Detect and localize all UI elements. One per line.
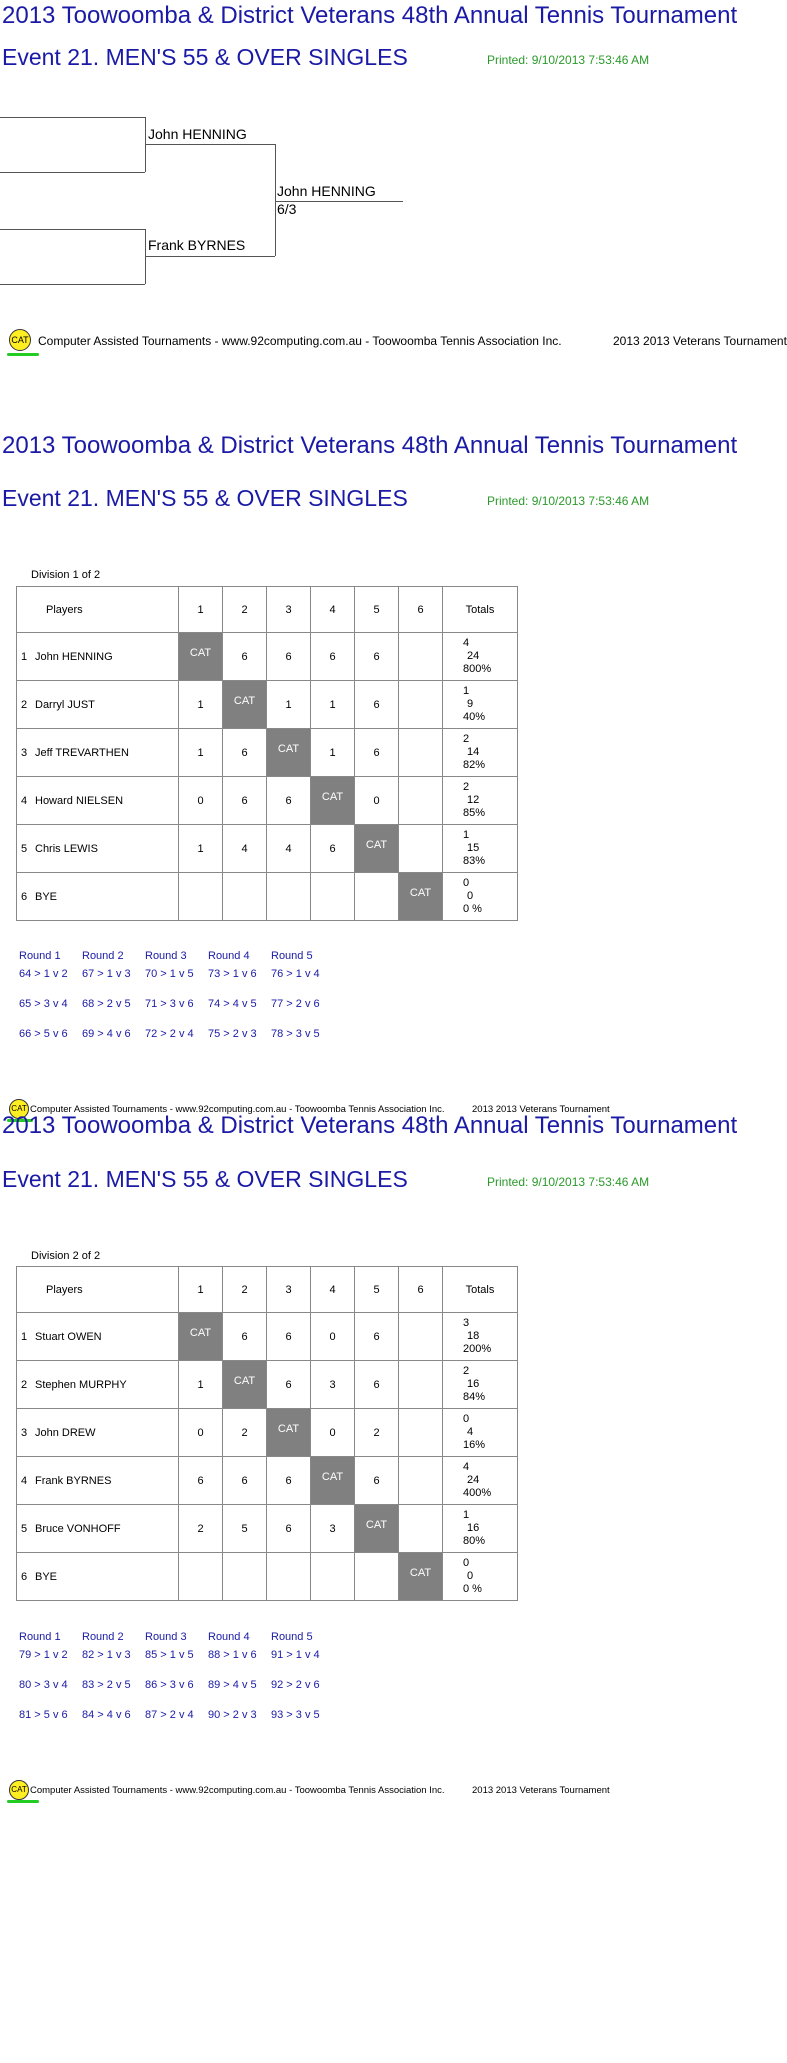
page-2-event-title: Event 21. MEN'S 55 & OVER SINGLES (2, 485, 408, 511)
totals-wins: 3 (463, 1317, 470, 1329)
totals-cell (443, 777, 518, 825)
totals-games: 9 (467, 698, 474, 710)
totals-cell (443, 1313, 518, 1361)
table-row (17, 1505, 518, 1553)
totals-games: 12 (467, 794, 480, 806)
round-label: Round 1 (19, 1631, 61, 1643)
player-name: John HENNING (35, 650, 113, 663)
self-match-cell: CAT (399, 1553, 443, 1601)
totals-games: 16 (467, 1522, 480, 1534)
table-row (17, 1313, 518, 1361)
column-header: 6 (399, 587, 443, 633)
totals-games: 18 (467, 1330, 480, 1342)
bracket-final-winner: John HENNING (277, 183, 376, 199)
score-cell: 6 (355, 681, 399, 729)
page-2-printed-date: Printed: 9/10/2013 7:53:46 AM (487, 494, 650, 508)
totals-wins: 0 (463, 1413, 470, 1425)
player-number: 6 (21, 890, 28, 903)
player-number: 1 (21, 650, 28, 663)
totals-percent: 400% (463, 1487, 492, 1499)
score-cell: 6 (355, 1457, 399, 1505)
totals-wins: 1 (463, 829, 470, 841)
round-match: 68 > 2 v 5 (82, 998, 131, 1010)
player-number: 3 (21, 1426, 28, 1439)
round-match: 78 > 3 v 5 (271, 1028, 320, 1040)
totals-wins: 1 (463, 685, 470, 697)
division-2-table (16, 1266, 518, 1601)
score-cell: 1 (179, 729, 223, 777)
score-cell: 6 (223, 1313, 267, 1361)
score-cell: 6 (311, 633, 355, 681)
cat-logo-icon: CAT (9, 1099, 29, 1119)
table-row (17, 777, 518, 825)
totals-percent: 0 % (463, 903, 482, 915)
totals-cell (443, 1457, 518, 1505)
round-match: 92 > 2 v 6 (271, 1679, 320, 1691)
column-header: 3 (267, 587, 311, 633)
page-1-title: 2013 Toowoomba & District Veterans 48th Annual Tennis Tournament (2, 2, 738, 29)
score-cell: 6 (267, 633, 311, 681)
round-match: 70 > 1 v 5 (145, 968, 194, 980)
score-cell: 6 (223, 729, 267, 777)
score-cell: 0 (311, 1313, 355, 1361)
totals-wins: 2 (463, 733, 470, 745)
score-cell: 4 (223, 825, 267, 873)
player-cell (17, 1409, 179, 1457)
player-number: 3 (21, 746, 28, 759)
column-header: 3 (267, 1267, 311, 1313)
score-cell: 2 (355, 1409, 399, 1457)
totals-cell (443, 681, 518, 729)
bracket-final-score: 6/3 (277, 201, 297, 217)
score-cell: 6 (267, 1457, 311, 1505)
round-match: 83 > 2 v 5 (82, 1679, 131, 1691)
self-match-cell: CAT (179, 633, 223, 681)
score-cell: 1 (311, 729, 355, 777)
page-2-title: 2013 Toowoomba & District Veterans 48th Annual Tennis Tournament (2, 432, 738, 459)
score-cell: 2 (223, 1409, 267, 1457)
score-cell: 6 (267, 1505, 311, 1553)
score-cell: 1 (179, 825, 223, 873)
player-cell (17, 1361, 179, 1409)
score-cell: 6 (223, 1457, 267, 1505)
totals-percent: 83% (463, 855, 486, 867)
totals-games: 16 (467, 1378, 480, 1390)
round-label: Round 4 (208, 950, 250, 962)
player-cell (17, 1553, 179, 1601)
score-cell (399, 825, 443, 873)
bracket-semi-top-player: John HENNING (148, 126, 247, 142)
player-cell (17, 825, 179, 873)
score-cell (223, 1553, 267, 1601)
page-3-printed-date: Printed: 9/10/2013 7:53:46 AM (487, 1175, 650, 1189)
score-cell: 2 (179, 1505, 223, 1553)
division-2-label: Division 2 of 2 (31, 1250, 101, 1262)
table-row (17, 1409, 518, 1457)
table-header-row (17, 1267, 518, 1313)
self-match-cell: CAT (223, 681, 267, 729)
totals-cell (443, 633, 518, 681)
page-3-event-title: Event 21. MEN'S 55 & OVER SINGLES (2, 1166, 408, 1192)
round-label: Round 2 (82, 1631, 124, 1643)
players-header: Players (17, 587, 179, 633)
round-match: 66 > 5 v 6 (19, 1028, 68, 1040)
round-match: 69 > 4 v 6 (82, 1028, 131, 1040)
player-cell (17, 777, 179, 825)
player-name: Howard NIELSEN (35, 794, 124, 807)
round-label: Round 4 (208, 1631, 250, 1643)
round-match: 93 > 3 v 5 (271, 1709, 320, 1721)
totals-cell (443, 825, 518, 873)
player-name: Jeff TREVARTHEN (35, 746, 129, 759)
totals-games: 24 (467, 650, 480, 662)
player-cell (17, 1313, 179, 1361)
player-name: Stephen MURPHY (35, 1378, 127, 1391)
player-number: 4 (21, 794, 28, 807)
self-match-cell: CAT (355, 825, 399, 873)
player-name: Frank BYRNES (35, 1474, 112, 1487)
division-1-label: Division 1 of 2 (31, 569, 101, 581)
table-row (17, 873, 518, 921)
column-header: 4 (311, 587, 355, 633)
round-match: 86 > 3 v 6 (145, 1679, 194, 1691)
round-match: 88 > 1 v 6 (208, 1649, 257, 1661)
totals-wins: 1 (463, 1509, 470, 1521)
round-label: Round 2 (82, 950, 124, 962)
table-row (17, 825, 518, 873)
totals-percent: 0 % (463, 1583, 482, 1595)
score-cell: 1 (311, 681, 355, 729)
table-row (17, 729, 518, 777)
round-match: 72 > 2 v 4 (145, 1028, 194, 1040)
footer-tournament: 2013 2013 Veterans Tournament (472, 1104, 610, 1115)
score-cell: 1 (179, 1361, 223, 1409)
score-cell (399, 633, 443, 681)
score-cell (179, 873, 223, 921)
player-name: BYE (35, 890, 58, 903)
score-cell: 6 (267, 1313, 311, 1361)
column-header: 4 (311, 1267, 355, 1313)
page-1-printed-date: Printed: 9/10/2013 7:53:46 AM (487, 53, 650, 67)
cat-logo-underline (7, 1800, 39, 1803)
score-cell (399, 1409, 443, 1457)
totals-percent: 85% (463, 807, 486, 819)
totals-percent: 84% (463, 1391, 486, 1403)
player-cell (17, 873, 179, 921)
round-label: Round 5 (271, 1631, 313, 1643)
table-header-row (17, 587, 518, 633)
round-match: 87 > 2 v 4 (145, 1709, 194, 1721)
score-cell: 6 (355, 729, 399, 777)
score-cell: 1 (179, 681, 223, 729)
round-match: 77 > 2 v 6 (271, 998, 320, 1010)
totals-wins: 2 (463, 1365, 470, 1377)
round-match: 85 > 1 v 5 (145, 1649, 194, 1661)
score-cell (355, 873, 399, 921)
totals-percent: 800% (463, 663, 492, 675)
round-match: 84 > 4 v 6 (82, 1709, 131, 1721)
totals-header: Totals (443, 1267, 518, 1313)
player-name: John DREW (35, 1426, 96, 1439)
round-match: 80 > 3 v 4 (19, 1679, 68, 1691)
score-cell: 6 (267, 1361, 311, 1409)
self-match-cell: CAT (399, 873, 443, 921)
totals-cell (443, 1361, 518, 1409)
score-cell (399, 1457, 443, 1505)
footer-tournament: 2013 2013 Veterans Tournament (472, 1785, 610, 1796)
totals-games: 4 (467, 1426, 474, 1438)
score-cell: 6 (223, 777, 267, 825)
round-match: 64 > 1 v 2 (19, 968, 68, 980)
score-cell (311, 873, 355, 921)
round-match: 74 > 4 v 5 (208, 998, 257, 1010)
table-row (17, 1553, 518, 1601)
totals-wins: 0 (463, 877, 470, 889)
round-match: 82 > 1 v 3 (82, 1649, 131, 1661)
table-row (17, 681, 518, 729)
page-1-event-title: Event 21. MEN'S 55 & OVER SINGLES (2, 44, 408, 70)
player-number: 6 (21, 1570, 28, 1583)
player-name: Darryl JUST (35, 698, 95, 711)
self-match-cell: CAT (267, 1409, 311, 1457)
footer-tournament: 2013 2013 Veterans Tournament (613, 334, 787, 348)
score-cell: 0 (311, 1409, 355, 1457)
score-cell (399, 777, 443, 825)
round-match: 73 > 1 v 6 (208, 968, 257, 980)
totals-percent: 80% (463, 1535, 486, 1547)
player-number: 2 (21, 1378, 28, 1391)
score-cell (399, 729, 443, 777)
totals-cell (443, 1505, 518, 1553)
player-name: BYE (35, 1570, 58, 1583)
score-cell: 5 (223, 1505, 267, 1553)
totals-cell (443, 1553, 518, 1601)
round-match: 71 > 3 v 6 (145, 998, 194, 1010)
totals-games: 0 (467, 1570, 474, 1582)
score-cell (355, 1553, 399, 1601)
column-header: 2 (223, 1267, 267, 1313)
column-header: 6 (399, 1267, 443, 1313)
player-cell (17, 681, 179, 729)
cat-logo-icon: CAT (9, 1780, 29, 1800)
column-header: 1 (179, 1267, 223, 1313)
self-match-cell: CAT (311, 1457, 355, 1505)
round-match: 90 > 2 v 3 (208, 1709, 257, 1721)
cat-logo-underline (7, 353, 39, 356)
footer-text: Computer Assisted Tournaments - www.92computing.com.au - Toowoomba Tennis Association Inc. (38, 334, 562, 348)
self-match-cell: CAT (311, 777, 355, 825)
round-label: Round 5 (271, 950, 313, 962)
round-match: 65 > 3 v 4 (19, 998, 68, 1010)
player-cell (17, 1457, 179, 1505)
score-cell: 6 (355, 1313, 399, 1361)
player-name: Bruce VONHOFF (35, 1522, 121, 1535)
score-cell: 6 (355, 633, 399, 681)
totals-percent: 16% (463, 1439, 486, 1451)
page-3-title: 2013 Toowoomba & District Veterans 48th Annual Tennis Tournament (2, 1112, 738, 1139)
score-cell: 6 (267, 777, 311, 825)
round-label: Round 3 (145, 950, 187, 962)
totals-games: 24 (467, 1474, 480, 1486)
score-cell: 3 (311, 1361, 355, 1409)
table-row (17, 1457, 518, 1505)
round-label: Round 3 (145, 1631, 187, 1643)
totals-games: 14 (467, 746, 480, 758)
totals-cell (443, 1409, 518, 1457)
player-number: 4 (21, 1474, 28, 1487)
score-cell: 3 (311, 1505, 355, 1553)
column-header: 1 (179, 587, 223, 633)
player-cell (17, 633, 179, 681)
totals-wins: 2 (463, 781, 470, 793)
self-match-cell: CAT (355, 1505, 399, 1553)
round-match: 89 > 4 v 5 (208, 1679, 257, 1691)
score-cell: 6 (311, 825, 355, 873)
player-number: 2 (21, 698, 28, 711)
player-cell (17, 1505, 179, 1553)
totals-games: 15 (467, 842, 480, 854)
player-name: Stuart OWEN (35, 1330, 102, 1343)
totals-wins: 4 (463, 637, 470, 649)
column-header: 5 (355, 1267, 399, 1313)
round-match: 76 > 1 v 4 (271, 968, 320, 980)
totals-percent: 82% (463, 759, 486, 771)
column-header: 2 (223, 587, 267, 633)
score-cell (399, 1313, 443, 1361)
player-number: 5 (21, 1522, 28, 1535)
round-match: 79 > 1 v 2 (19, 1649, 68, 1661)
round-match: 91 > 1 v 4 (271, 1649, 320, 1661)
score-cell: 0 (355, 777, 399, 825)
round-match: 81 > 5 v 6 (19, 1709, 68, 1721)
score-cell (399, 1505, 443, 1553)
totals-header: Totals (443, 587, 518, 633)
player-number: 5 (21, 842, 28, 855)
self-match-cell: CAT (179, 1313, 223, 1361)
self-match-cell: CAT (267, 729, 311, 777)
score-cell (267, 873, 311, 921)
self-match-cell: CAT (223, 1361, 267, 1409)
player-number: 1 (21, 1330, 28, 1343)
score-cell (311, 1553, 355, 1601)
round-match: 67 > 1 v 3 (82, 968, 131, 980)
score-cell: 1 (267, 681, 311, 729)
totals-cell (443, 729, 518, 777)
players-header: Players (17, 1267, 179, 1313)
totals-wins: 4 (463, 1461, 470, 1473)
column-header: 5 (355, 587, 399, 633)
score-cell (399, 1361, 443, 1409)
score-cell (267, 1553, 311, 1601)
round-label: Round 1 (19, 950, 61, 962)
footer-text: Computer Assisted Tournaments - www.92computing.com.au - Toowoomba Tennis Association Inc. (30, 1785, 445, 1796)
round-match: 75 > 2 v 3 (208, 1028, 257, 1040)
totals-cell (443, 873, 518, 921)
score-cell (399, 681, 443, 729)
score-cell (179, 1553, 223, 1601)
table-row (17, 1361, 518, 1409)
player-name: Chris LEWIS (35, 842, 98, 855)
totals-wins: 0 (463, 1557, 470, 1569)
score-cell: 6 (223, 633, 267, 681)
score-cell: 0 (179, 777, 223, 825)
footer-text: Computer Assisted Tournaments - www.92computing.com.au - Toowoomba Tennis Association Inc. (30, 1104, 445, 1115)
score-cell: 6 (355, 1361, 399, 1409)
player-cell (17, 729, 179, 777)
table-row (17, 633, 518, 681)
totals-percent: 200% (463, 1343, 492, 1355)
score-cell: 6 (179, 1457, 223, 1505)
bracket-semi-bottom-player: Frank BYRNES (148, 237, 246, 253)
totals-games: 0 (467, 890, 474, 902)
totals-percent: 40% (463, 711, 486, 723)
score-cell (223, 873, 267, 921)
division-1-table (16, 586, 518, 921)
score-cell: 4 (267, 825, 311, 873)
score-cell: 0 (179, 1409, 223, 1457)
cat-logo-icon: CAT (9, 329, 31, 351)
